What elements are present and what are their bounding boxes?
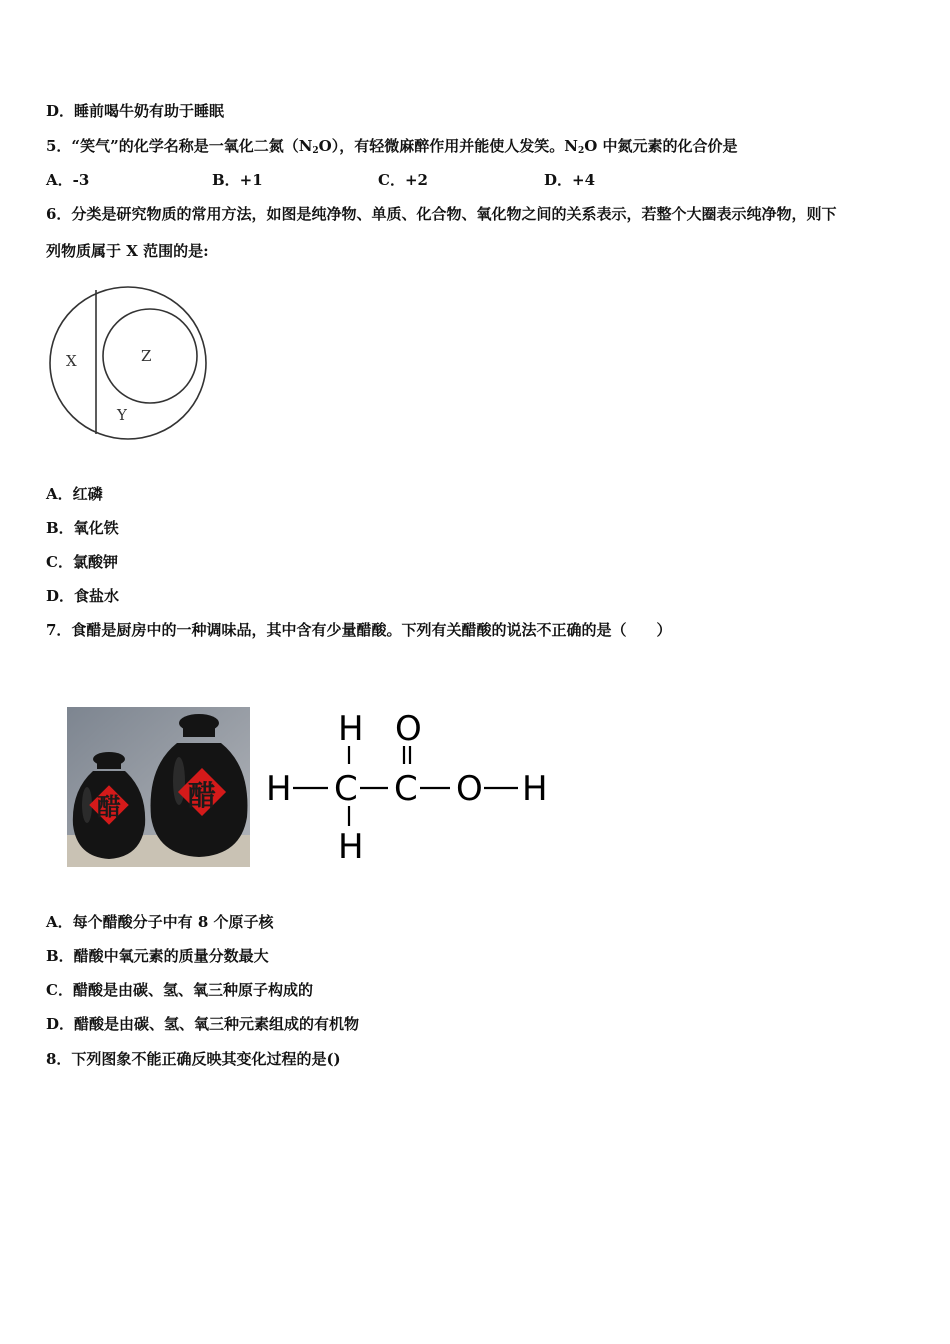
acetic-acid-structural-formula [262,702,562,870]
q5-option-a: A．-3 [46,171,90,189]
atom-c-carboxyl: C [394,769,418,809]
q6-stem-line2: 列物质属于 X 范围的是: [46,242,209,260]
q6-option-b: B．氧化铁 [46,519,119,537]
atom-h-left: H [266,769,292,809]
q4-option-d: D．睡前喝牛奶有助于睡眠 [46,102,225,120]
q6-option-d: D．食盐水 [46,587,120,605]
q6-stem-line1: 6．分类是研究物质的常用方法，如图是纯净物、单质、化合物、氧化物之间的关系表示，若整个大圈表示纯净物，则下 [46,205,837,223]
classification-venn-diagram [44,282,212,444]
q7-option-c: C．醋酸是由碳、氢、氧三种原子构成的 [46,981,313,999]
venn-label-x: X [66,352,77,370]
q7-option-a: A．每个醋酸分子中有 8 个原子核 [46,913,274,931]
atom-h-right: H [522,769,548,809]
q5-stem: 5．“笑气”的化学名称是一氧化二氮$(N_2O)$，有轻微麻醉作用并能使人发笑。$N_2O$ 中氮元素的化合价是 [46,137,738,156]
small-jar-label: 醋 [97,792,121,821]
atom-o-double: O [395,709,422,749]
q7-option-d: D．醋酸是由碳、氢、氧三种元素组成的有机物 [46,1015,360,1033]
atom-o-hydroxyl: O [456,769,483,809]
atom-h-top: H [338,709,364,749]
q6-option-c: C．氯酸钾 [46,553,118,571]
q6-option-a: A．红磷 [46,485,103,503]
q8-stem: 8．下列图象不能正确反映其变化过程的是() [46,1050,341,1068]
q5-option-b: B．+1 [212,171,263,189]
q5-option-c: C．+2 [378,171,428,189]
venn-label-y: Y [117,406,127,424]
large-jar-label: 醋 [187,779,217,812]
vinegar-jars-photo [67,707,250,867]
atom-h-bottom: H [338,827,364,867]
q7-option-b: B．醋酸中氧元素的质量分数最大 [46,947,269,965]
venn-label-z: Z [141,347,152,365]
q5-options [46,170,910,190]
q5-option-d: D．+4 [544,171,596,189]
q7-stem: 7．食醋是厨房中的一种调味品，其中含有少量醋酸。下列有关醋酸的说法不正确的是（ ） [46,621,672,639]
atom-c-methyl: C [334,769,358,809]
